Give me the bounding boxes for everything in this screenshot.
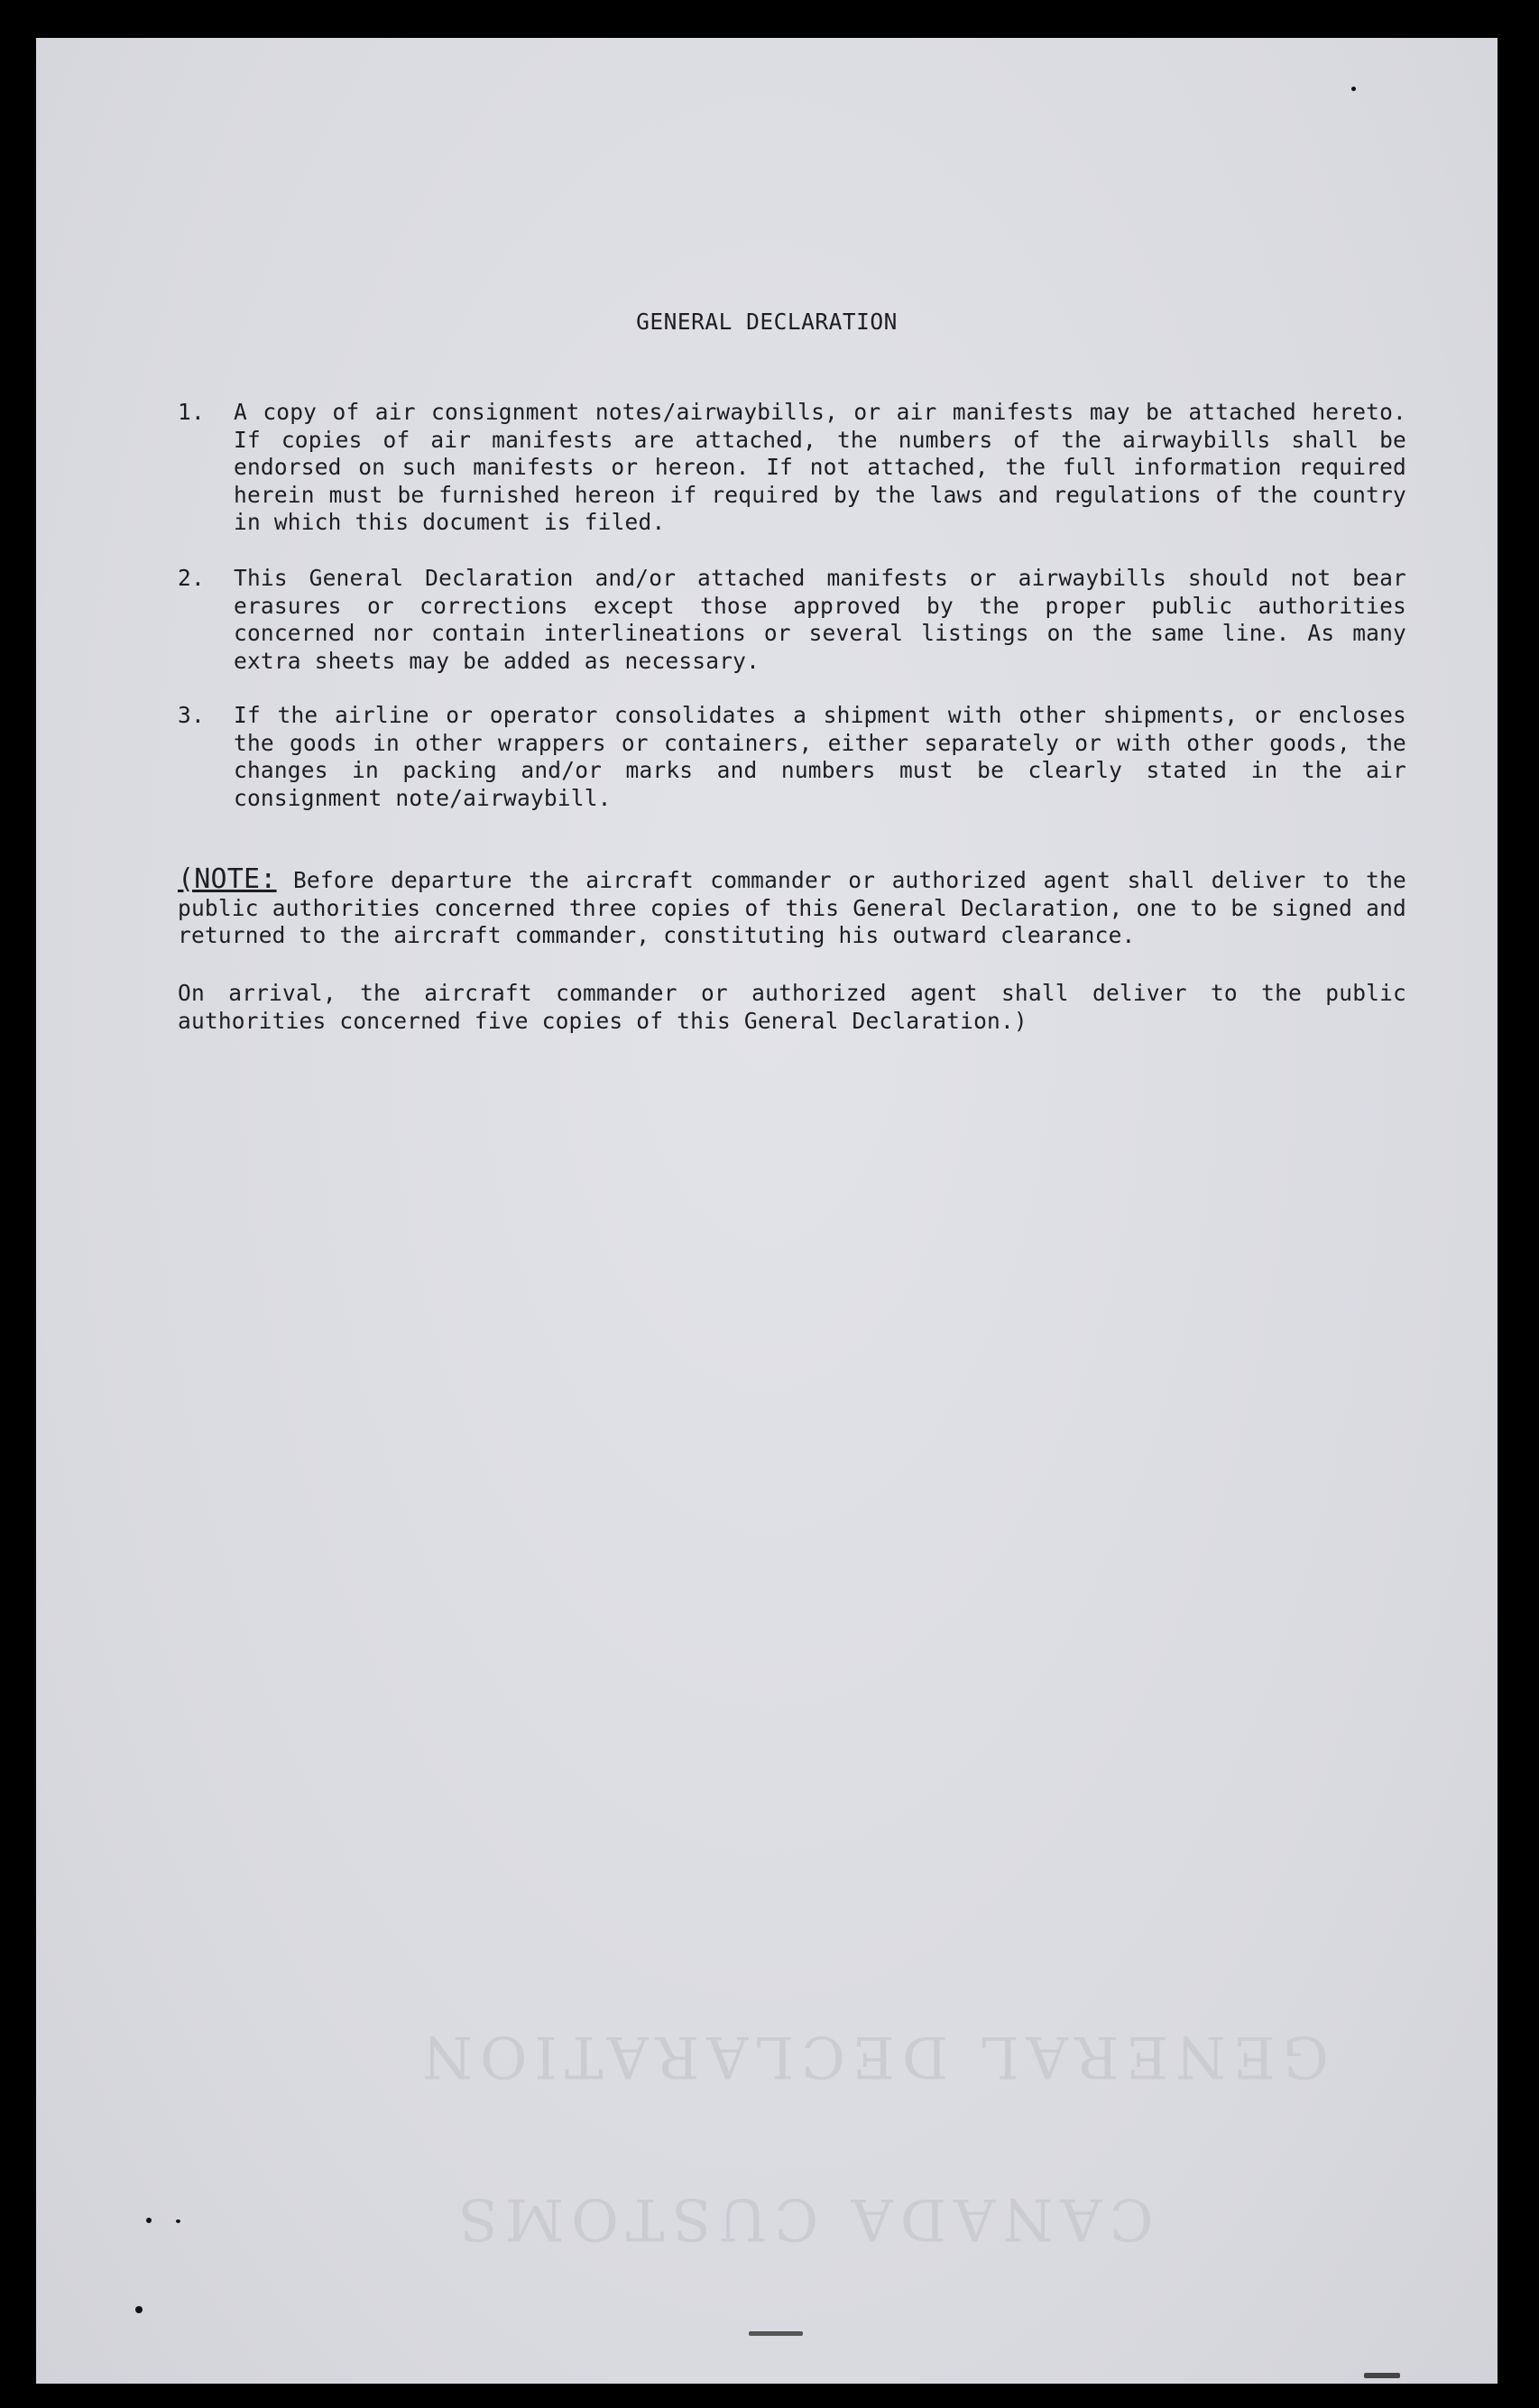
item-text: This General Declaration and/or attached manifests or airwaybills should not bear erasures or corrections except those approved by the proper public authorities concerned nor contain interlineations or several listings on the same line. As many extra sheets may be added as necessary. [234, 565, 1406, 674]
show-through-heading: GENERAL DECLARATION [415, 2023, 1329, 2090]
note-text: Before departure the aircraft commander or authorized agent shall deliver to the public authorities concerned three copies of this General Declaration, one to be signed and returned to the aircraft commander, constituting his outward clearance. [178, 867, 1406, 948]
item-number: 1. [178, 399, 205, 425]
arrival-paragraph [178, 980, 1406, 1035]
note-heading: (NOTE: [178, 863, 277, 895]
item-number: 3. [178, 702, 205, 728]
document-page [36, 38, 1498, 2384]
scan-speck [1351, 87, 1356, 91]
scan-speck [1364, 2373, 1400, 2378]
scan-speck [135, 2306, 143, 2313]
scan-speck [749, 2331, 803, 2336]
item-text: If the airline or operator consolidates a shipment with other shipments, or encloses the goods in other wrappers or containers, either separately or with other goods, the changes in packing and/or marks and numbers must be clearly stated in the air consignment note/airwaybill. [234, 702, 1406, 811]
item-text: A copy of air consignment notes/airwaybills, or air manifests may be attached hereto. If copies of air manifests are attached, the numbers of the airwaybills shall be endorsed on such manifests or hereon. If not attached, the full information required herein must be furnished hereon if required by the laws and regulations of the country in which this document is filed. [234, 399, 1406, 535]
scan-speck [176, 2219, 180, 2223]
arrival-text: On arrival, the aircraft commander or authorized agent shall deliver to the public authorities concerned five copies of this General Declaration.) [178, 980, 1406, 1034]
document-title: GENERAL DECLARATION [636, 309, 898, 335]
scan-speck [146, 2218, 152, 2223]
show-through-logo: CANADA CUSTOMS [451, 2185, 1154, 2252]
note-paragraph [178, 863, 1406, 950]
item-number: 2. [178, 565, 205, 591]
